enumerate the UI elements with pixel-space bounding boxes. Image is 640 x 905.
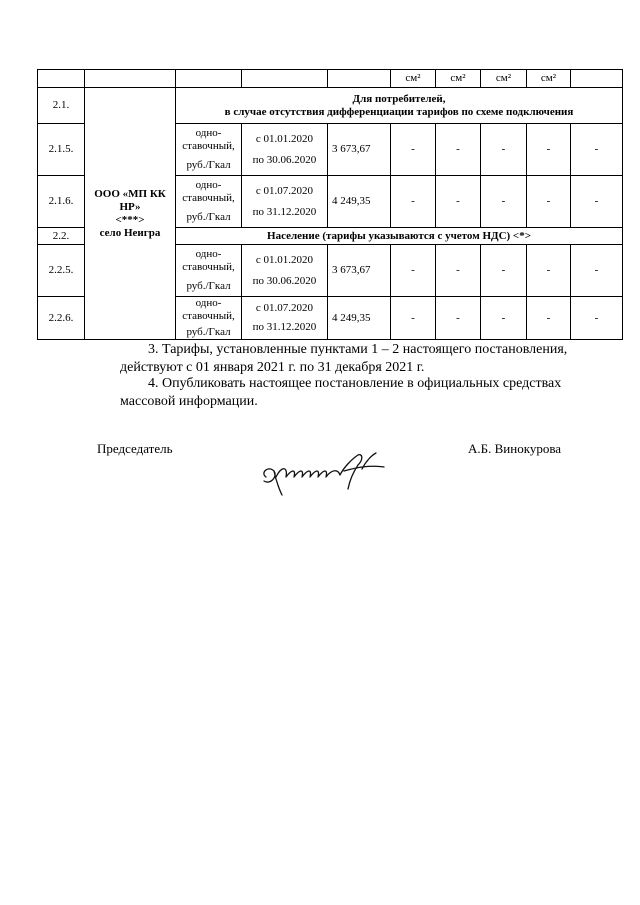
- header-cell: [328, 70, 391, 88]
- dash-cell: -: [481, 245, 527, 297]
- period-to: по 31.12.2020: [252, 205, 317, 218]
- tariff-value: 4 249,35: [328, 176, 391, 228]
- dash-cell: -: [571, 297, 623, 340]
- period-to: по 30.06.2020: [252, 153, 317, 166]
- tariff-type: [176, 245, 242, 297]
- tariff-type-line: ставочный,: [182, 310, 235, 322]
- period-from: с 01.07.2020: [255, 302, 314, 314]
- dash-cell: -: [481, 176, 527, 228]
- dash-cell: -: [481, 124, 527, 176]
- dash-cell: -: [527, 297, 571, 340]
- paragraph-4-line2: массовой информации.: [120, 394, 258, 409]
- row-number: 2.2.: [38, 228, 85, 245]
- tariff-type: [176, 297, 242, 340]
- row-number: 2.2.6.: [38, 297, 85, 340]
- section-title-line2: в случае отсутствия дифференциации тарифов по схеме подключения: [224, 105, 574, 118]
- unit-cell: см²: [481, 70, 527, 88]
- org-footnote: <***>: [115, 213, 145, 226]
- tariff-value: 4 249,35: [328, 297, 391, 340]
- header-cell: [571, 70, 623, 88]
- row-number: 2.1.6.: [38, 176, 85, 228]
- dash-cell: -: [436, 297, 481, 340]
- period-to: по 30.06.2020: [252, 274, 317, 287]
- dash-cell: -: [527, 124, 571, 176]
- tariff-table: [37, 69, 623, 340]
- dash-cell: -: [571, 124, 623, 176]
- dash-cell: -: [391, 245, 436, 297]
- unit-cell: см²: [527, 70, 571, 88]
- paragraph-4-line1: 4. Опубликовать настоящее постановление в официальных средствах: [148, 376, 562, 391]
- dash-cell: -: [571, 245, 623, 297]
- section-title: [176, 88, 623, 124]
- period-from: с 01.01.2020: [255, 132, 314, 145]
- row-number: 2.1.: [38, 88, 85, 124]
- row-number: 2.2.5.: [38, 245, 85, 297]
- dash-cell: -: [436, 124, 481, 176]
- tariff-type-line: одно-: [195, 297, 222, 309]
- period-to: по 31.12.2020: [252, 321, 317, 333]
- dash-cell: -: [436, 176, 481, 228]
- signatory-name: А.Б. Винокурова: [468, 441, 562, 456]
- header-cell: [85, 70, 176, 88]
- tariff-unit: руб./Гкал: [186, 211, 231, 223]
- dash-cell: -: [527, 245, 571, 297]
- period: [242, 297, 328, 340]
- tariff-type-line: ставочный,: [182, 140, 235, 152]
- period: [242, 124, 328, 176]
- paragraph-4: [120, 375, 605, 411]
- dash-cell: -: [391, 124, 436, 176]
- section-title-line1: Для потребителей,: [352, 92, 446, 105]
- header-row: [38, 70, 623, 88]
- tariff-unit: руб./Гкал: [186, 326, 231, 338]
- header-cell: [242, 70, 328, 88]
- header-cell: [38, 70, 85, 88]
- tariff-type-line: ставочный,: [182, 192, 235, 204]
- tariff-type-line: одно-: [195, 248, 222, 260]
- tariff-type: [176, 176, 242, 228]
- tariff-type-line: одно-: [195, 127, 222, 139]
- dash-cell: -: [436, 245, 481, 297]
- row-number: 2.1.5.: [38, 124, 85, 176]
- tariff-value: 3 673,67: [328, 124, 391, 176]
- org-name-line1: ООО «МП КК: [94, 187, 166, 200]
- paragraph-3-line1: 3. Тарифы, установленные пунктами 1 – 2 настоящего постановления,: [148, 342, 568, 357]
- tariff-type: [176, 124, 242, 176]
- section-row-2-1: [38, 88, 623, 124]
- chairman-label: Председатель: [97, 441, 173, 456]
- handwritten-signature: [258, 447, 393, 497]
- org-location: село Неигра: [99, 226, 161, 239]
- dash-cell: -: [391, 297, 436, 340]
- dash-cell: -: [571, 176, 623, 228]
- tariff-type-line: одно-: [195, 179, 222, 191]
- dash-cell: -: [481, 297, 527, 340]
- unit-cell: см²: [391, 70, 436, 88]
- period: [242, 176, 328, 228]
- section-title: Население (тарифы указываются с учетом НДС) <*>: [176, 228, 623, 245]
- organization-cell: [85, 88, 176, 340]
- tariff-unit: руб./Гкал: [186, 280, 231, 292]
- tariff-unit: руб./Гкал: [186, 159, 231, 171]
- period-from: с 01.01.2020: [255, 253, 314, 266]
- dash-cell: -: [527, 176, 571, 228]
- period-from: с 01.07.2020: [255, 184, 314, 197]
- tariff-type-line: ставочный,: [182, 261, 235, 273]
- period: [242, 245, 328, 297]
- paragraph-3-line2: действуют с 01 января 2021 г. по 31 декабря 2021 г.: [120, 360, 425, 375]
- tariff-value: 3 673,67: [328, 245, 391, 297]
- paragraph-3: [120, 341, 605, 377]
- header-cell: [176, 70, 242, 88]
- dash-cell: -: [391, 176, 436, 228]
- unit-cell: см²: [436, 70, 481, 88]
- org-name-line2: НР»: [119, 200, 141, 213]
